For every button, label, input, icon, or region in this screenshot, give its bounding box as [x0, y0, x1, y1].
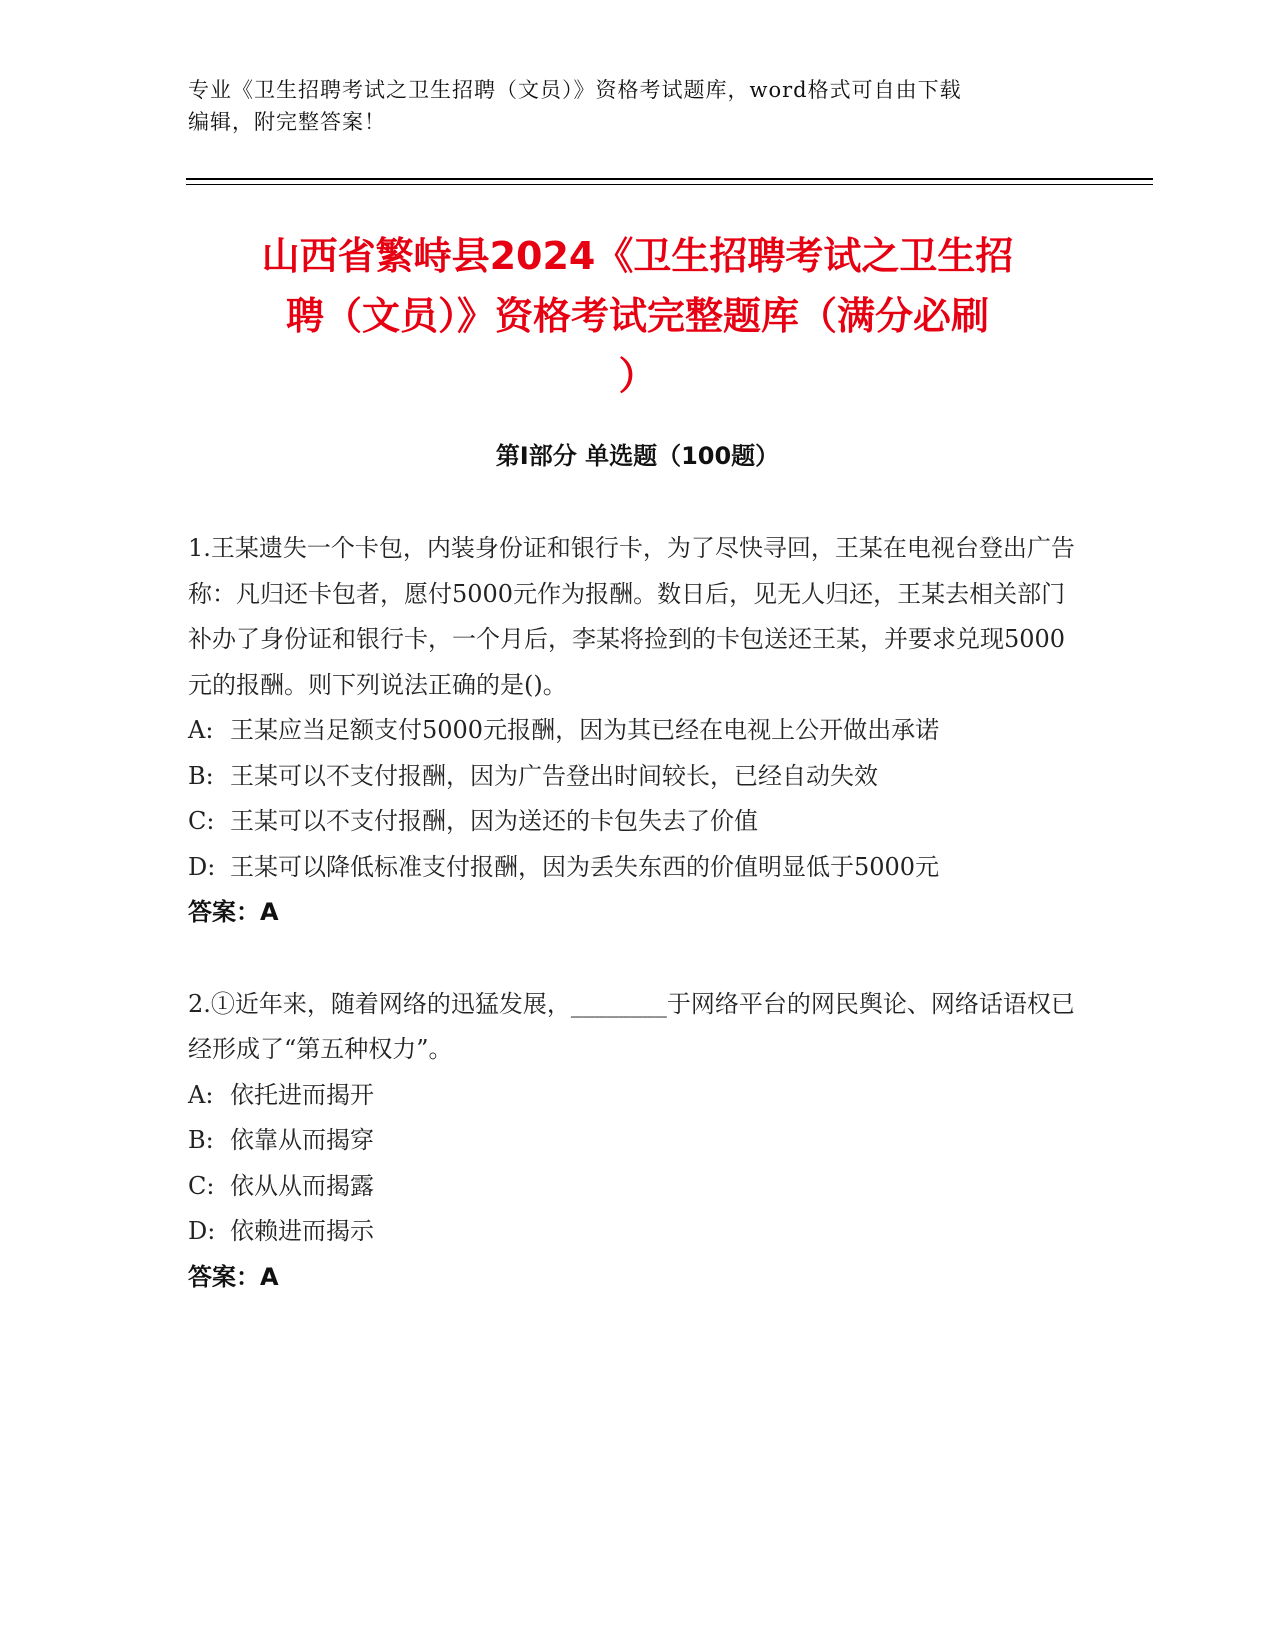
question-item: [188, 982, 1088, 1301]
option-text: 依赖进而揭示: [230, 1217, 374, 1245]
question-stem: 1.王某遗失一个卡包，内装身份证和银行卡，为了尽快寻回，王某在电视台登出广告称：凡归还卡包者，愿付5000元作为报酬。数日后，见无人归还，王某去相关部门补办了身份证和银行卡，一个月后，李某将捡到的卡包送还王某，并要求兑现5000元的报酬。则下列说法正确的是()。: [188, 534, 1075, 699]
option-text: 王某可以不支付报酬，因为广告登出时间较长，已经自动失效: [230, 761, 878, 790]
option-key: A:: [188, 1080, 214, 1109]
option-key: C:: [188, 807, 215, 835]
option-text: 依从从而揭露: [230, 1171, 374, 1200]
header-line-2: 编辑，附完整答案！: [188, 110, 386, 134]
answer-line: 答案：A: [188, 898, 279, 926]
option-text: 王某可以降低标准支付报酬，因为丢失东西的价值明显低于5000元: [230, 852, 940, 881]
option-text: 王某可以不支付报酬，因为送还的卡包失去了价值: [230, 807, 758, 835]
option-key: D:: [188, 1217, 216, 1245]
option-key: A:: [188, 716, 214, 744]
answer-line: 答案：A: [188, 1262, 279, 1291]
option-text: 依靠从而揭穿: [230, 1126, 374, 1154]
question-stem: 2.①近年来，随着网络的迅猛发展，________于网络平台的网民舆论、网络话语权已经形成了“第五种权力”。: [188, 989, 1075, 1063]
option-a: [188, 708, 1088, 754]
document-title-line-2: 聘（文员）》资格考试完整题库（满分必刷: [285, 294, 989, 338]
option-key: B:: [188, 1126, 214, 1154]
section-heading: 第Ⅰ部分 单选题（100题）: [495, 442, 780, 470]
header-divider-thick: [186, 178, 1153, 180]
header-line-1: 专业《卫生招聘考试之卫生招聘（文员）》资格考试题库，word格式可自由下载: [188, 78, 962, 102]
header-divider-thin: [186, 184, 1153, 185]
option-text: 依托进而揭开: [230, 1080, 374, 1109]
document-title-line-1: 山西省繁峙县2024《卫生招聘考试之卫生招: [261, 234, 1014, 278]
question-item: [188, 526, 1088, 936]
document-title: [170, 226, 1105, 406]
document-title-line-3: ）: [618, 354, 657, 398]
option-d: [188, 1209, 1088, 1255]
option-c: [188, 1164, 1088, 1210]
option-key: D:: [188, 852, 216, 881]
option-d: [188, 845, 1088, 891]
option-a: [188, 1073, 1088, 1119]
option-text: 王某应当足额支付5000元报酬，因为其已经在电视上公开做出承诺: [230, 716, 940, 744]
option-key: C:: [188, 1171, 215, 1200]
option-b: [188, 754, 1088, 800]
option-b: [188, 1118, 1088, 1164]
option-key: B:: [188, 761, 214, 790]
question-list: [188, 526, 1088, 1346]
page-header: [188, 74, 1088, 138]
option-c: [188, 799, 1088, 845]
